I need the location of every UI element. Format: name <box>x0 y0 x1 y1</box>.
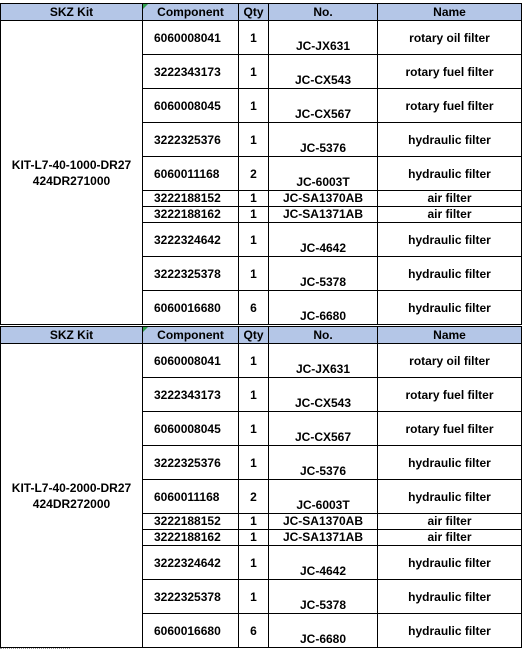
name-cell: rotary oil filter <box>378 344 522 378</box>
no-cell: JC-CX543 <box>269 55 378 89</box>
header-no: No. <box>269 327 378 344</box>
header-qty: Qty <box>239 327 269 344</box>
no-cell: JC-5376 <box>269 123 378 157</box>
name-cell: air filter <box>378 530 522 546</box>
no-cell: JC-CX567 <box>269 412 378 446</box>
kit-code: KIT-L7-40-2000-DR27 <box>11 480 132 495</box>
qty-cell: 1 <box>239 514 269 530</box>
header-skz-kit: SKZ Kit <box>1 4 143 21</box>
header-qty: Qty <box>239 4 269 21</box>
no-cell: JC-SA1371AB <box>269 207 378 223</box>
header-component: Component <box>143 4 239 21</box>
header-name: Name <box>378 4 522 21</box>
cell-comment-marker <box>143 4 148 9</box>
component-cell: 3222324642 <box>143 546 239 580</box>
kit-code: KIT-L7-40-1000-DR27 <box>11 157 132 172</box>
header-name: Name <box>378 327 522 344</box>
qty-cell: 1 <box>239 378 269 412</box>
kit-name-cell <box>1 344 143 648</box>
name-cell: rotary fuel filter <box>378 55 522 89</box>
cell-comment-marker <box>143 327 148 332</box>
component-cell: 6060008045 <box>143 89 239 123</box>
name-cell: hydraulic filter <box>378 546 522 580</box>
qty-cell: 1 <box>239 580 269 614</box>
component-cell: 3222188152 <box>143 191 239 207</box>
component-cell: 3222188162 <box>143 530 239 546</box>
header-row <box>1 4 522 21</box>
no-cell: JC-6003T <box>269 157 378 191</box>
no-cell: JC-4642 <box>269 546 378 580</box>
component-cell: 3222343173 <box>143 55 239 89</box>
qty-cell: 1 <box>239 257 269 291</box>
qty-cell: 1 <box>239 546 269 580</box>
header-skz-kit: SKZ Kit <box>1 327 143 344</box>
component-cell: 3222325376 <box>143 446 239 480</box>
no-cell: JC-JX631 <box>269 344 378 378</box>
qty-cell: 6 <box>239 291 269 325</box>
qty-cell: 1 <box>239 89 269 123</box>
header-row <box>1 327 522 344</box>
component-cell: 3222325378 <box>143 257 239 291</box>
qty-cell: 1 <box>239 412 269 446</box>
name-cell: rotary fuel filter <box>378 89 522 123</box>
name-cell: hydraulic filter <box>378 123 522 157</box>
qty-cell: 1 <box>239 191 269 207</box>
component-cell: 3222188152 <box>143 514 239 530</box>
component-cell: 6060011168 <box>143 480 239 514</box>
table-row <box>1 344 522 378</box>
no-cell: JC-4642 <box>269 223 378 257</box>
no-cell: JC-5376 <box>269 446 378 480</box>
component-cell: 6060008045 <box>143 412 239 446</box>
no-cell: JC-JX631 <box>269 21 378 55</box>
name-cell: rotary fuel filter <box>378 412 522 446</box>
kit-part-number: 424DR271000 <box>32 173 111 188</box>
name-cell: hydraulic filter <box>378 480 522 514</box>
no-cell: JC-SA1371AB <box>269 530 378 546</box>
kit-part-number: 424DR272000 <box>32 496 111 511</box>
name-cell: hydraulic filter <box>378 446 522 480</box>
header-no: No. <box>269 4 378 21</box>
name-cell: hydraulic filter <box>378 257 522 291</box>
component-cell: 3222343173 <box>143 378 239 412</box>
component-cell: 6060008041 <box>143 21 239 55</box>
name-cell: air filter <box>378 191 522 207</box>
qty-cell: 1 <box>239 223 269 257</box>
no-cell: JC-5378 <box>269 257 378 291</box>
no-cell: JC-SA1370AB <box>269 514 378 530</box>
name-cell: hydraulic filter <box>378 614 522 648</box>
table-row <box>1 21 522 55</box>
name-cell: hydraulic filter <box>378 291 522 325</box>
no-cell: JC-5378 <box>269 580 378 614</box>
no-cell: JC-6680 <box>269 614 378 648</box>
name-cell: hydraulic filter <box>378 223 522 257</box>
no-cell: JC-CX543 <box>269 378 378 412</box>
qty-cell: 1 <box>239 344 269 378</box>
no-cell: JC-6680 <box>269 291 378 325</box>
qty-cell: 2 <box>239 157 269 191</box>
qty-cell: 1 <box>239 207 269 223</box>
sheet-edge <box>0 648 70 654</box>
qty-cell: 1 <box>239 21 269 55</box>
name-cell: rotary oil filter <box>378 21 522 55</box>
component-cell: 3222324642 <box>143 223 239 257</box>
kit-name-cell <box>1 21 143 325</box>
component-cell: 6060011168 <box>143 157 239 191</box>
component-cell: 6060016680 <box>143 614 239 648</box>
no-cell: JC-SA1370AB <box>269 191 378 207</box>
qty-cell: 1 <box>239 123 269 157</box>
kit-table <box>0 326 522 648</box>
component-cell: 3222325378 <box>143 580 239 614</box>
qty-cell: 2 <box>239 480 269 514</box>
name-cell: air filter <box>378 207 522 223</box>
qty-cell: 1 <box>239 55 269 89</box>
name-cell: hydraulic filter <box>378 580 522 614</box>
qty-cell: 1 <box>239 530 269 546</box>
component-cell: 6060016680 <box>143 291 239 325</box>
name-cell: rotary fuel filter <box>378 378 522 412</box>
name-cell: air filter <box>378 514 522 530</box>
no-cell: JC-CX567 <box>269 89 378 123</box>
header-component: Component <box>143 327 239 344</box>
component-cell: 3222188162 <box>143 207 239 223</box>
name-cell: hydraulic filter <box>378 157 522 191</box>
qty-cell: 1 <box>239 446 269 480</box>
no-cell: JC-6003T <box>269 480 378 514</box>
qty-cell: 6 <box>239 614 269 648</box>
kit-table <box>0 3 522 325</box>
component-cell: 3222325376 <box>143 123 239 157</box>
component-cell: 6060008041 <box>143 344 239 378</box>
